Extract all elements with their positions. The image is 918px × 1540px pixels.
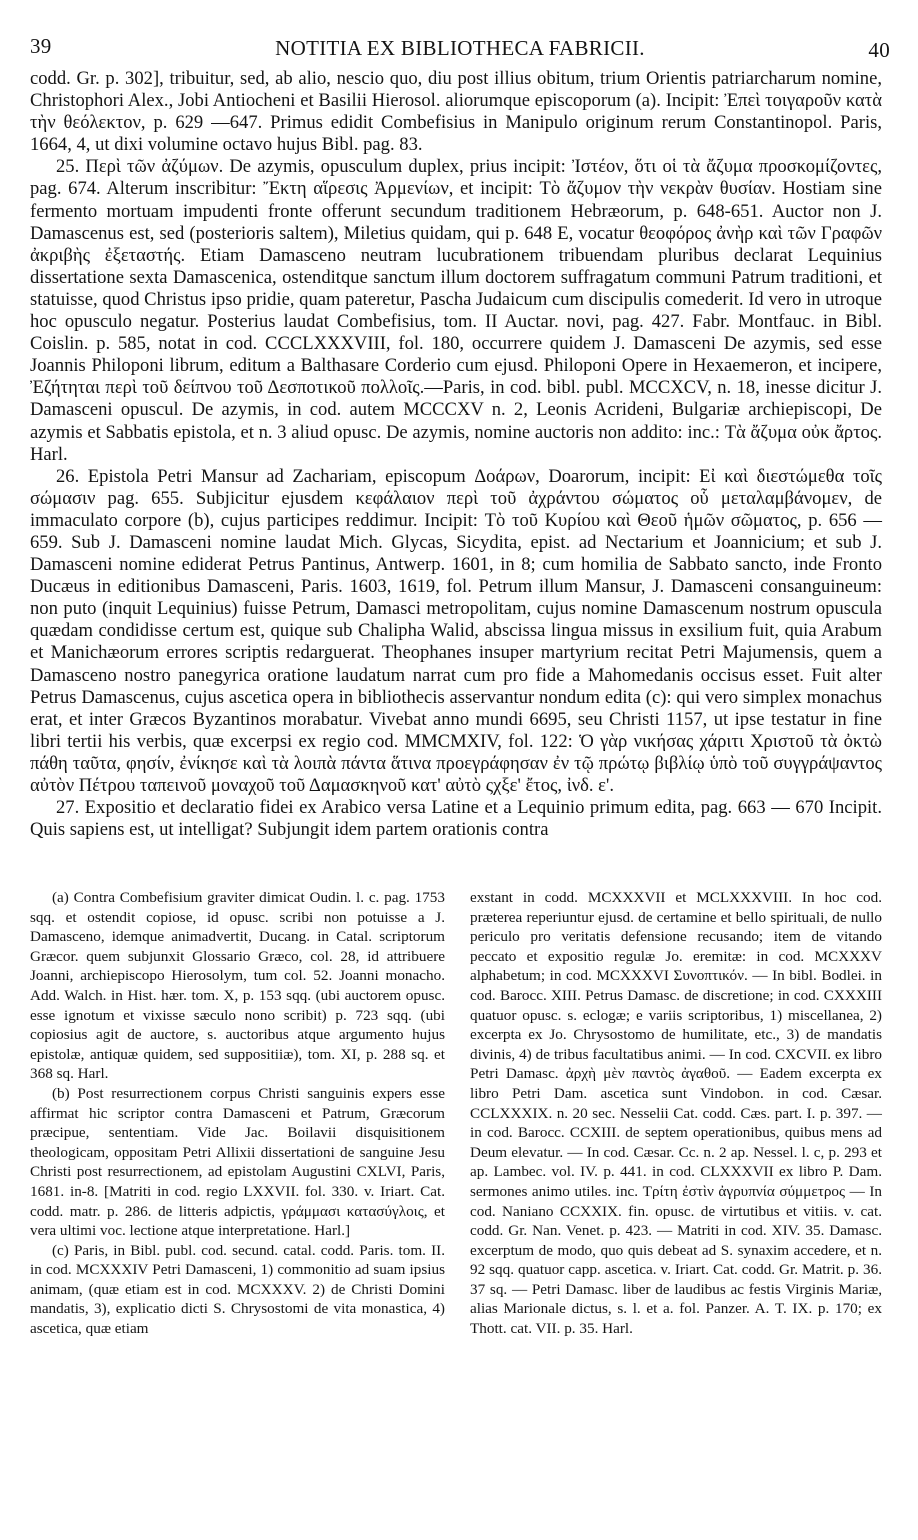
footnote-c-continued: exstant in codd. MCXXXVII et MCLXXXVIII. In hoc cod. præterea reperiuntur ejusd. de certamine et bello spirituali, de nullo periculo pro veritatis defensione recusando; item de vitando peccato et expositio regulæ Jo. eremitæ: in cod. MCXXXV alphabetum; in cod. MCXXXVI Συνοπτικόν. — In bibl. Bodlei. in cod. Barocc. XIII. Petrus Damasc. de discretione; in cod. CXXXIII quatuor opusc. s. eclogæ; e variis scriptoribus, 1) miscellanea, 2) excerpta ex Jo. Chrysostomo de humilitate, etc., 3) de mandatis divinis, 4) de tribus facultatibus animi. — In cod. CXCVII. ex libro Petri Damasc. ἀρχὴ μὲν παντὸς ἀγαθοῦ. — Eadem excerpta ex libro Petri Dam. ascetica sunt Vindobon. in cod. Cæsar. CCLXXXIX. n. 20 sec. Nesselii Cat. codd. Cæs. part. I. p. 397. — in cod. Barocc. CCXIII. de septem operationibus, quibus mens ad Deum elevatur. — In cod. Cæsar. Cc. n. 2 ap. Nessel. l. c, p. 293 et ap. Lambec. vol. IV. p. 441. in cod. CLXXXVII ex libro P. Dam. sermones animo utiles. inc. Τρίτη ἐστὶν ἀγρυπνία σύμμετρος — In cod. Naniano CCXXIX. fin. opusc. de virtutibus et vitiis. v. cat. codd. Gr. Nan. Venet. p. 423. — Matriti in cod. XIV. 35. Damasc. excerptum de modo, quo quis debeat ad S. synaxim accedere, et n. 92 sqq. quatuor capp. ascetica. v. Iriart. Cat. codd. Gr. Matrit. p. 36. 37 sq. — Petri Damasc. liber de laudibus ac festis Virginis Mariæ, alias Marionale dictus, s. l. et a. fol. Panzer. A. T. IX. p. 170; ex Thott. cat. VII. p. 35. Harl.: [470, 889, 882, 1338]
main-text: [30, 68, 882, 841]
paragraph-26: 26. Epistola Petri Mansur ad Zachariam, episcopum Δοάρων, Doarorum, incipit: Εἰ καὶ διεστώμεθα τοῖς σώμασιν pag. 655. Subjicitur ejusdem κεφάλαιον περὶ τοῦ ἀχράντου σώματος οὗ μεταλαμβάνομεν, de immaculato corpore (b), cujus participes reddimur. Incipit: Τὸ τοῦ Κυρίου καὶ Θεοῦ ἡμῶν σῶματος, p. 656 — 659. Sub J. Damasceni nomine laudat Mich. Glycas, Sicydita, epist. ad Nectarium et Joannicium; et sub J. Damasceni nomine ediderat Petrus Pantinus, Antwerp. 1601, in 8; cum homilia de Sabbato sancto, inde Fronto Ducæus in editionibus Damasceni, Paris. 1603, 1619, fol. Petrum illum Mansur, J. Damasceni consanguineum: non puto (inquit Lequinius) fuisse Petrum, Damasci metropolitam, cujus nomine Damascenum nostrum opuscula quædam condidisse certum est, quique sub Chalipha Walid, abscissa lingua missus in exsilium fuit, quia Arabum et Manichæorum errores scriptis redarguerat. Theophanes insuper martyrium recitat Petri Majumensis, quem a Damasceno nostro panegyrica oratione laudatum narrat cum pro fide a Mahomedanis occisus esset. Fuit alter Petrus Damascenus, cujus ascetica opera in bibliothecis asservantur nondum edita (c): qui vero simplex monachus erat, et inter Græcos Byzantinos morabatur. Vivebat anno mundi 6695, seu Christi 1157, ut ipse testatur in fine libri tertii his verbis, quæ excerpsi ex regio cod. MMCMXIV, fol. 122: Ὁ γὰρ νικήσας χάριτι Χριστοῦ τὰ ὀκτὼ πάθη ταῦτα, φησίν, ἐνίκησε καὶ τὰ λοιπὰ πάντα ἅτινα προεγράφησαν ἐν τῷ πρώτῳ βιβλίῳ ὑπὸ τοῦ συγγράψαντος αὐτὸν Πέτρου ταπεινοῦ μοναχοῦ τοῦ Δαμασκηνοῦ κατ' αὐτὸ ςχξε' ἔτος, ἰνδ. ε'.: [30, 465, 882, 796]
footnote-a: (a) Contra Combefisium graviter dimicat Oudin. l. c. pag. 1753 sqq. et ostendit copiose, id opusc. scribi non potuisse a J. Damasceno, idemque animadvertit, Ducang. in Catal. scriptorum Græcor. quem subjunxit Glossario Græco, col. 28, id attribuere Joanni, archiepiscopo Hierosolym, tum col. 52. Joanni monacho. Add. Walch. in Hist. hær. tom. X, p. 153 sqq. (ubi auctorem opusc. esse ignotum et vixisse sæculo nono scribit) p. 723 sqq. (ubi copiosius agit de auctore, s. auctoribus atque argumento hujus epistolæ, antiquæ quidem, sed suppositiiæ), tom. XI, p. 288 sq. et 368 sq. Harl.: [30, 889, 445, 1083]
footnotes-right-column: [470, 888, 882, 1339]
footnote-b: (b) Post resurrectionem corpus Christi sanguinis expers esse affirmat hic scriptor contra Damasceni et Patrum, Græcorum præcipue, sententiam. Vide Jac. Boilavii disquisitionem theologicam, oppositam Petri Allixii dissertationi de sanguine Jesu Christi post resurrectionem, ad epistolam Augustini CXLVI, Paris, 1681. in-8. [Matriti in cod. regio LXXVII. fol. 330. v. Iriart. Cat. codd. matr. p. 286. de litteris adpictis, γράμμασι κατασύγλοις, et vera ultimi voc. lectione atque interpretatione. Harl.]: [30, 1084, 445, 1240]
page-number-right: 40: [868, 38, 890, 62]
footnote-c: (c) Paris, in Bibl. publ. cod. secund. catal. codd. Paris. tom. II. in cod. MCXXXIV Petri Damasceni, 1) commonitio ad suam ipsius animam, (quæ etiam est in cod. MCXXXV. 2) de Christi Domini mandatis, 3), explicatio dicti S. Chrysostomi de vita monastica, 4) ascetica, quæ etiam: [30, 1241, 445, 1338]
paragraph-27: 27. Expositio et declaratio fidei ex Arabico versa Latine et a Lequinio primum edita, pag. 663 — 670 Incipit. Quis sapiens est, ut intelligat? Subjungit idem partem orationis contra: [30, 797, 882, 841]
page-number-left: 39: [30, 34, 52, 58]
paragraph-25: 25. Περὶ τῶν ἀζύμων. De azymis, opusculum duplex, prius incipit: Ἰστέον, ὅτι οἱ τὰ ἄζυμα προσκομίζοντες, pag. 674. Alterum inscribitur: Ἔκτη αἵρεσις Ἀρμενίων, et incipit: Τὸ ἄζυμον τὴν νεκρὰν θυσίαν. Hostiam sine fermento mortuam impudenti fronte offerunt secundum traditionem Hebræorum, p. 648-651. Auctor non J. Damascenus est, sed (posterioris saltem), Miletius quidam, qui p. 648 E, vocatur θεοφόρος ἀνὴρ καὶ τῶν Γραφῶν ἀκριβὴς ἐξεταστής. Etiam Damasceno neutram lucubrationem tribuendam pluribus declarat Lequinius dissertatione sexta Damascenica, ostenditque sanctum illum doctorem suffragatum communi Patrum traditioni, et statuisse, quod Christus ipso pridie, quam pateretur, Pascha Judaicum cum discipulis comederit. Id vero in utroque hoc opusculo negatur. Posterius laudat Combefisius, tom. II Auctar. novi, pag. 427. Fabr. Montfauc. in Bibl. Coislin. p. 585, notat in cod. CCCLXXXVIII, fol. 180, occurrere quidem J. Damasceni De azymis, sed esse Joannis Philoponi librum, editum a Balthasare Corderio cum ejusd. Philoponi Opere in Hexaemeron, et incipere, Ἐζήτηται περὶ τοῦ δείπνου τοῦ Δεσποτικοῦ πολλοῖς.—Paris, in cod. bibl. publ. MCCXCV, n. 18, inesse dicitur J. Damasceni opuscul. De azymis, in cod. autem MCCCXV n. 2, Leonis Acrideni, Bulgariæ archiepiscopi, De azymis et Sabbatis epistola, et n. 3 aliud opusc. De azymis, nomine auctoris non addito: inc.: Τὰ ἄζυμα οὐκ ἄρτος. Harl.: [30, 156, 882, 465]
paragraph-24-continued: codd. Gr. p. 302], tribuitur, sed, ab alio, nescio quo, diu post illius obitum, trium Orientis patriarcharum nomine, Christophori Alex., Jobi Antiocheni et Basilii Hierosol. aliorumque episcoporum (a). Incipit: Ἐπεὶ τοιγαροῦν κατὰ τὴν θεόλεκτον, p. 629 —647. Primus edidit Combefisius in Manipulo originum rerum Constantinopol. Paris, 1664, 4, ut dixi volumine octavo hujus Bibl. pag. 83.: [30, 68, 882, 156]
running-title: NOTITIA EX BIBLIOTHECA FABRICII.: [275, 36, 645, 60]
footnotes-left-column: [30, 888, 445, 1339]
running-header: [30, 28, 890, 62]
